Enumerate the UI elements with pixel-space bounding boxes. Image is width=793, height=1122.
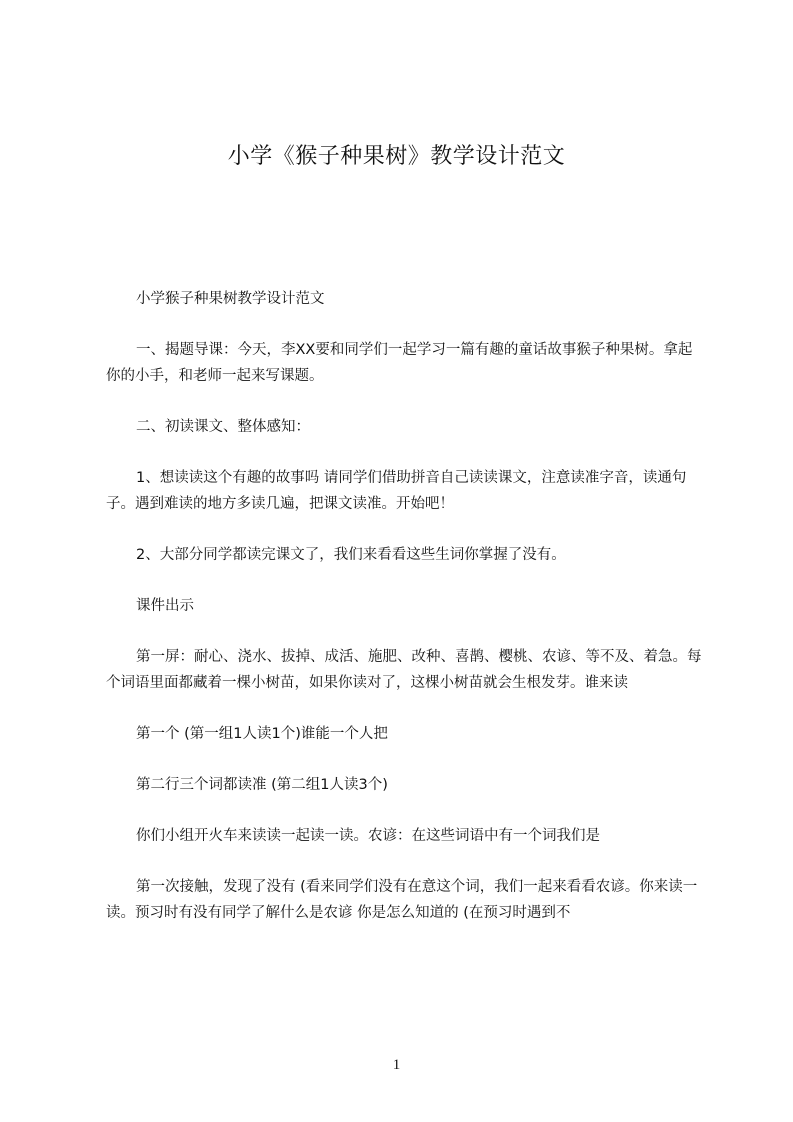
paragraph-section-two: 二、初读课文、整体感知： <box>136 419 310 435</box>
paragraph-group-reading: 你们小组开火车来读读一起读一读。农谚：在这些词语中有一个词我们是 <box>136 828 600 844</box>
document-title: 小学《猴子种果树》教学设计范文 <box>227 144 566 169</box>
paragraph-subtitle: 小学猴子种果树教学设计范文 <box>136 291 325 307</box>
paragraph-second-row: 第二行三个词都读准 (第二组1人读3个) <box>136 777 388 793</box>
paragraph-first-screen: 第一屏：耐心、浇水、拔掉、成活、施肥、改种、喜鹊、樱桃、农谚、等不及、着急。每个词语里面都藏着一棵小树苗，如果你读对了，这棵小树苗就会生根发芽。谁来读 <box>106 649 702 691</box>
paragraph-intro: 一、揭题导课：今天，李XX要和同学们一起学习一篇有趣的童话故事猴子种果树。拿起你的小手，和老师一起来写课题。 <box>106 342 693 384</box>
paragraph-courseware: 课件出示 <box>136 598 194 614</box>
paragraph-vocabulary-check: 2、大部分同学都读完课文了，我们来看看这些生词你掌握了没有。 <box>136 547 566 563</box>
paragraph-reading-task: 1、想读读这个有趣的故事吗 请同学们借助拼音自己读读课文，注意读准字音，读通句子。遇到难读的地方多读几遍，把课文读准。开始吧！ <box>106 470 687 512</box>
document-body <box>106 286 706 951</box>
paragraph-first-contact: 第一次接触，发现了没有 (看来同学们没有在意这个词，我们一起来看看农谚。你来读一读。预习时有没有同学了解什么是农谚 你是怎么知道的 (在预习时遇到不 <box>106 879 698 921</box>
page-number: 1 <box>392 1057 401 1073</box>
paragraph-first-group: 第一个 (第一组1人读1个)谁能一个人把 <box>136 726 388 742</box>
